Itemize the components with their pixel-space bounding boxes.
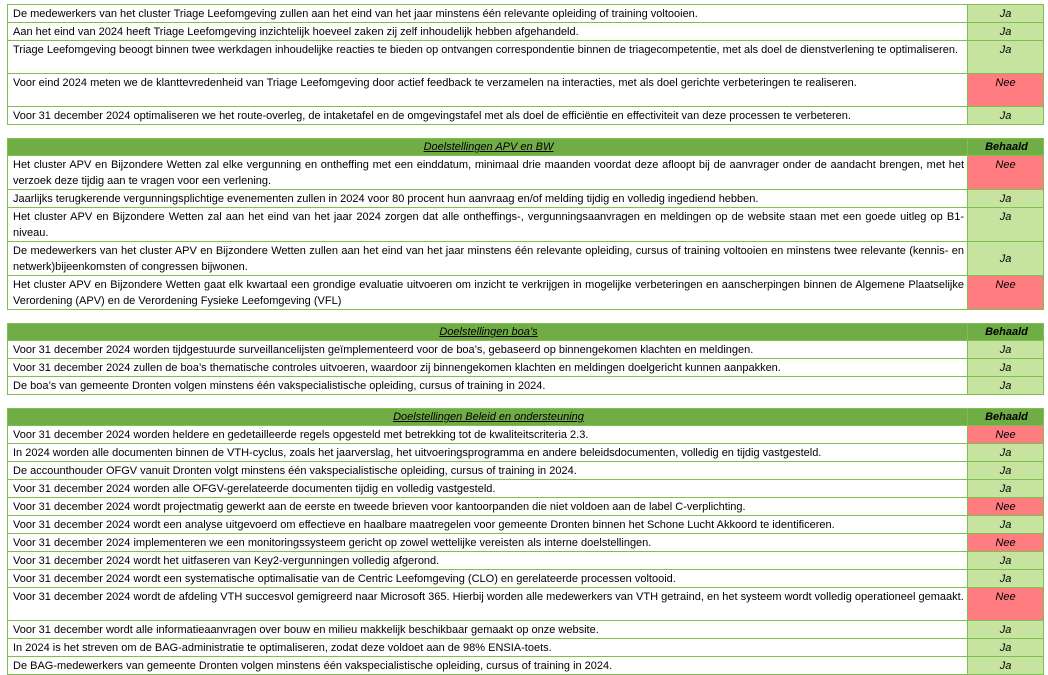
- status-cell: Ja: [968, 190, 1044, 208]
- goal-text: Het cluster APV en Bijzondere Wetten zal elke vergunning en ontheffing met een einddatum, minimaal drie maanden voordat deze afloopt bij de aanvrager onder de aandacht brengen, met het verzoek deze tijdig aan te vragen voor een verlening.: [8, 156, 968, 190]
- goal-text: Voor 31 december wordt alle informatieaanvragen over bouw en milieu makkelijk beschikbaar gemaakt op onze website.: [8, 621, 968, 639]
- goal-text: De boa’s van gemeente Dronten volgen minstens één vakspecialistische opleiding, cursus of training in 2024.: [8, 377, 968, 395]
- table-row: [8, 621, 1044, 639]
- table-row: [8, 107, 1044, 125]
- table-row: [8, 498, 1044, 516]
- goal-text: Voor 31 december 2024 worden alle OFGV-gerelateerde documenten tijdig en volledig vastgesteld.: [8, 480, 968, 498]
- goals-table-beleid: [7, 408, 1044, 675]
- status-cell: Ja: [968, 516, 1044, 534]
- status-cell: Ja: [968, 621, 1044, 639]
- goals-table-apv-bw: [7, 138, 1044, 310]
- table-row: [8, 156, 1044, 190]
- status-cell: Ja: [968, 570, 1044, 588]
- section-title: Doelstellingen Beleid en ondersteuning: [8, 409, 968, 426]
- status-cell: Ja: [968, 359, 1044, 377]
- goal-text: Het cluster APV en Bijzondere Wetten zal aan het eind van het jaar 2024 zorgen dat alle ontheffings-, vergunningsaanvragen en meldingen op de website staan met een goede uitleg op B1-niveau.: [8, 208, 968, 242]
- status-cell: Nee: [968, 588, 1044, 621]
- goal-text: Voor 31 december 2024 implementeren we een monitoringssysteem gericht op zowel wettelijke vereisten als interne doelstellingen.: [8, 534, 968, 552]
- status-header: Behaald: [968, 324, 1044, 341]
- table-row: [8, 208, 1044, 242]
- goal-text: Het cluster APV en Bijzondere Wetten gaat elk kwartaal een grondige evaluatie uitvoeren om inzicht te verkrijgen in mogelijke verbeteringen en aanscherpingen binnen de Algemene Plaatselijke Verordening (APV) en de Verordening Fysieke Leefomgeving (VFL): [8, 276, 968, 310]
- goal-text: Voor 31 december 2024 wordt het uitfaseren van Key2-vergunningen volledig afgerond.: [8, 552, 968, 570]
- goal-text: In 2024 worden alle documenten binnen de VTH-cyclus, zoals het jaarverslag, het uitvoeringsprogramma en andere beleidsdocumenten, volledig en tijdig vastgesteld.: [8, 444, 968, 462]
- goal-text: De medewerkers van het cluster Triage Leefomgeving zullen aan het eind van het jaar minstens één relevante opleiding of training voltooien.: [8, 5, 968, 23]
- status-cell: Nee: [968, 74, 1044, 107]
- table-row: [8, 588, 1044, 621]
- status-cell: Ja: [968, 462, 1044, 480]
- status-cell: Nee: [968, 276, 1044, 310]
- goals-table-triage: [7, 4, 1044, 125]
- status-cell: Ja: [968, 639, 1044, 657]
- status-header: Behaald: [968, 139, 1044, 156]
- table-row: [8, 552, 1044, 570]
- status-cell: Ja: [968, 107, 1044, 125]
- goal-text: Voor 31 december 2024 wordt de afdeling VTH succesvol gemigreerd naar Microsoft 365. Hierbij worden alle medewerkers van VTH getraind, en het systeem wordt volledig operationeel gemaakt.: [8, 588, 968, 621]
- table-row: [8, 74, 1044, 107]
- table-row: [8, 639, 1044, 657]
- status-cell: Ja: [968, 242, 1044, 276]
- goal-text: De BAG-medewerkers van gemeente Dronten volgen minstens één vakspecialistische opleiding, cursus of training in 2024.: [8, 657, 968, 675]
- table-row: [8, 276, 1044, 310]
- goals-table-boas: [7, 323, 1044, 395]
- status-cell: Nee: [968, 156, 1044, 190]
- table-row: [8, 5, 1044, 23]
- goal-text: Voor 31 december 2024 wordt projectmatig gewerkt aan de eerste en tweede brieven voor kantoorpanden die niet voldoen aan de label C-verplichting.: [8, 498, 968, 516]
- goal-text: Jaarlijks terugkerende vergunningsplichtige evenementen zullen in 2024 voor 80 procent hun aanvraag en/of melding tijdig en volledig ingediend hebben.: [8, 190, 968, 208]
- status-cell: Ja: [968, 5, 1044, 23]
- table-row: [8, 462, 1044, 480]
- goal-text: Voor 31 december 2024 optimaliseren we het route-overleg, de intaketafel en de omgevingstafel met als doel de efficiëntie en effectiviteit van deze processen te verbeteren.: [8, 107, 968, 125]
- status-cell: Ja: [968, 480, 1044, 498]
- table-row: [8, 41, 1044, 74]
- status-header: Behaald: [968, 409, 1044, 426]
- goal-text: Triage Leefomgeving beoogt binnen twee werkdagen inhoudelijke reacties te bieden op ontvangen correspondentie binnen de triagecompetentie, met als doel de dienstverlening te optimaliseren.: [8, 41, 968, 74]
- table-row: [8, 377, 1044, 395]
- goal-text: In 2024 is het streven om de BAG-administratie te optimaliseren, zodat deze voldoet aan de 98% ENSIA-toets.: [8, 639, 968, 657]
- table-row: [8, 444, 1044, 462]
- status-cell: Nee: [968, 498, 1044, 516]
- status-cell: Ja: [968, 377, 1044, 395]
- goal-text: Aan het eind van 2024 heeft Triage Leefomgeving inzichtelijk hoeveel zaken zij zelf inhoudelijk hebben afgehandeld.: [8, 23, 968, 41]
- status-cell: Ja: [968, 208, 1044, 242]
- table-row: [8, 534, 1044, 552]
- status-cell: Ja: [968, 657, 1044, 675]
- table-row: [8, 341, 1044, 359]
- goal-text: De accounthouder OFGV vanuit Dronten volgt minstens één vakspecialistische opleiding, cursus of training in 2024.: [8, 462, 968, 480]
- section-title: Doelstellingen boa’s: [8, 324, 968, 341]
- table-row: [8, 190, 1044, 208]
- status-cell: Ja: [968, 341, 1044, 359]
- table-row: [8, 359, 1044, 377]
- table-row: [8, 426, 1044, 444]
- status-cell: Nee: [968, 426, 1044, 444]
- table-row: [8, 242, 1044, 276]
- section-title: Doelstellingen APV en BW: [8, 139, 968, 156]
- status-cell: Ja: [968, 552, 1044, 570]
- goal-text: Voor 31 december 2024 wordt een systematische optimalisatie van de Centric Leefomgeving (CLO) en gerelateerde processen voltooid.: [8, 570, 968, 588]
- goal-text: Voor eind 2024 meten we de klanttevredenheid van Triage Leefomgeving door actief feedback te verzamelen na interacties, met als doel gerichte verbeteringen te realiseren.: [8, 74, 968, 107]
- table-row: [8, 480, 1044, 498]
- goal-text: Voor 31 december 2024 worden tijdgestuurde surveillancelijsten geïmplementeerd voor de boa’s, gebaseerd op binnengekomen klachten en meldingen.: [8, 341, 968, 359]
- table-header: [8, 409, 1044, 426]
- status-cell: Ja: [968, 444, 1044, 462]
- table-row: [8, 516, 1044, 534]
- status-cell: Ja: [968, 23, 1044, 41]
- goal-text: Voor 31 december 2024 wordt een analyse uitgevoerd om effectieve en haalbare maatregelen voor gemeente Dronten binnen het Schone Lucht Akkoord te identificeren.: [8, 516, 968, 534]
- table-row: [8, 23, 1044, 41]
- table-row: [8, 570, 1044, 588]
- goal-text: Voor 31 december 2024 worden heldere en gedetailleerde regels opgesteld met betrekking tot de kwaliteitscriteria 2.3.: [8, 426, 968, 444]
- goal-text: De medewerkers van het cluster APV en Bijzondere Wetten zullen aan het eind van het jaar minstens één relevante opleiding, cursus of training voltooien en minstens twee relevante (kennis- en netwerk)bijeenkomsten of congressen bijwonen.: [8, 242, 968, 276]
- status-cell: Ja: [968, 41, 1044, 74]
- status-cell: Nee: [968, 534, 1044, 552]
- table-header: [8, 324, 1044, 341]
- table-row: [8, 657, 1044, 675]
- table-header: [8, 139, 1044, 156]
- goal-text: Voor 31 december 2024 zullen de boa’s thematische controles uitvoeren, waardoor zij binnengekomen klachten en meldingen doelgericht kunnen aanpakken.: [8, 359, 968, 377]
